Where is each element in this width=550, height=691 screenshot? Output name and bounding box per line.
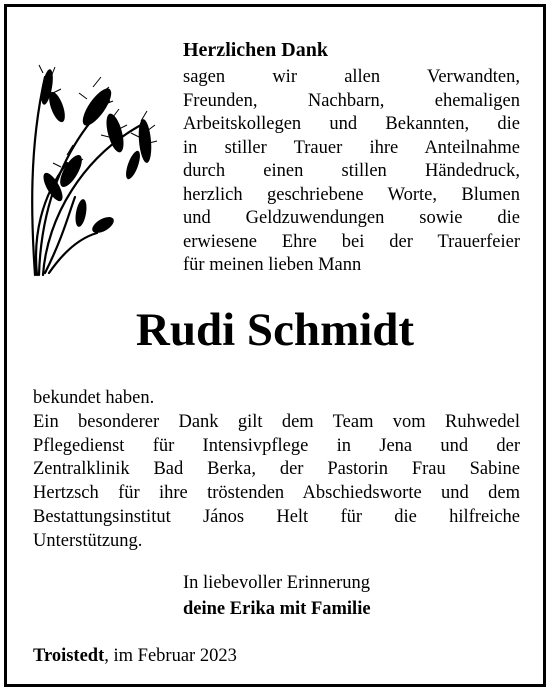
- intro-line: durch einen stillen Händedruck,: [183, 161, 520, 181]
- intro-line: und Geldzuwendungen sowie die: [183, 208, 520, 228]
- body-line: Ein besonderer Dank gilt dem Team vom Ruhwedel: [33, 411, 520, 432]
- signature: deine Erika mit Familie: [183, 599, 371, 619]
- intro-line: in stiller Trauer ihre Anteilnahme: [183, 137, 520, 158]
- intro-paragraph: [183, 66, 520, 278]
- place-date: [33, 644, 237, 668]
- body-line: Unterstützung.: [33, 530, 143, 551]
- body-line: Bestattungsinstitut János Helt für die hilfreiche: [33, 506, 520, 527]
- intro-line: herzlich geschriebene Worte, Blumen: [183, 184, 520, 205]
- body-paragraph: [33, 387, 520, 554]
- date-text: , im Februar 2023: [104, 646, 237, 666]
- closing-line: In liebevoller Erinnerung: [183, 573, 370, 593]
- closing-block: [183, 570, 371, 622]
- body-line: bekundet haben.: [33, 388, 155, 408]
- body-line: Pflegedienst für Intensivpflege in Jena und der: [33, 435, 520, 456]
- heading: Herzlichen Dank: [183, 39, 328, 61]
- intro-line: sagen wir allen Verwandten,: [183, 67, 520, 87]
- intro-line: Freunden, Nachbarn, ehemaligen: [183, 90, 520, 111]
- obituary-card: [4, 4, 546, 687]
- deceased-name: Rudi Schmidt: [135, 304, 415, 356]
- intro-line: für meinen lieben Mann: [183, 255, 362, 275]
- intro-line: erwiesene Ehre bei der Trauerfeier: [183, 231, 520, 252]
- place-name: Troistedt: [33, 646, 105, 666]
- intro-line: Arbeitskollegen und Bekannten, die: [183, 114, 520, 134]
- body-line: Hertzsch für ihre tröstenden Abschiedsworte und dem: [33, 483, 520, 504]
- grass-ears-icon: [23, 37, 173, 277]
- body-line: Zentralklinik Bad Berka, der Pastorin Frau Sabine: [33, 459, 520, 480]
